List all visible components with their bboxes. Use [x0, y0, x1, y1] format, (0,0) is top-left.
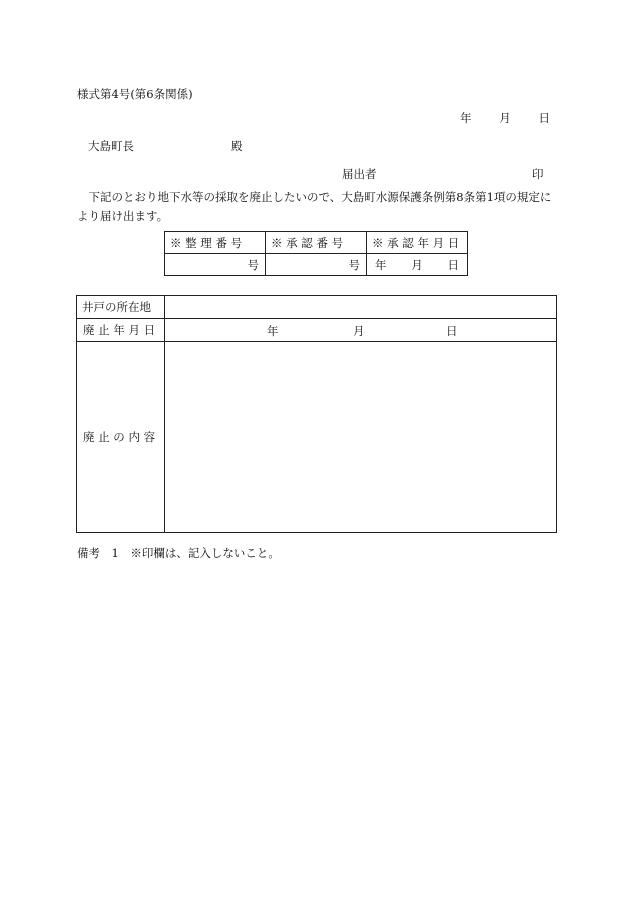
approval-header-cell [367, 232, 468, 254]
abolish-date-field[interactable] [165, 319, 557, 342]
month-label: 月 [353, 324, 365, 338]
content-label: 廃 止 の 内 容 [83, 430, 156, 444]
date-month-label: 月 [499, 111, 511, 125]
abolish-date-label-cell [77, 319, 165, 342]
year-label: 年 [375, 257, 387, 272]
location-label: 井戸の所在地 [82, 300, 151, 314]
approval-date-field[interactable] [367, 254, 468, 276]
number-suffix: 号 [348, 257, 360, 272]
number-suffix: 号 [247, 257, 259, 272]
approval-number-field[interactable] [266, 254, 367, 276]
remarks: 備考 1 ※印欄は、記入しないこと。 [77, 546, 280, 560]
content-label-cell [77, 342, 165, 533]
file-number-header: ※ 整 理 番 号 [170, 235, 243, 250]
approval-header-row [165, 232, 468, 254]
location-field[interactable] [165, 296, 557, 319]
date-year-label: 年 [460, 111, 472, 125]
honorific: 殿 [231, 139, 243, 153]
day-label: 日 [446, 324, 458, 338]
day-label: 日 [447, 257, 459, 272]
approval-header-cell [165, 232, 266, 254]
approval-number-header: ※ 承 認 番 号 [271, 235, 344, 250]
location-row [77, 296, 557, 319]
approval-header-cell [266, 232, 367, 254]
location-label-cell [77, 296, 165, 319]
file-number-field[interactable] [165, 254, 266, 276]
abolish-date-label: 廃 止 年 月 日 [83, 323, 156, 337]
approval-value-row [165, 254, 468, 276]
year-label: 年 [267, 324, 279, 338]
content-row [77, 342, 557, 533]
applicant-label: 届出者 [342, 167, 377, 181]
approval-table [164, 231, 468, 276]
approval-date-header: ※ 承 認 年 月 日 [372, 235, 460, 250]
submission-date [460, 110, 550, 126]
body-text: 下記のとおり地下水等の採取を廃止したいので、大島町水源保護条例第8条第1項の規定により届け出ます。 [77, 190, 552, 223]
form-number: 様式第4号(第6条関係) [77, 87, 193, 101]
main-table [76, 295, 557, 533]
date-day-label: 日 [538, 111, 550, 125]
seal-mark: 印 [532, 167, 544, 181]
content-field[interactable] [165, 342, 557, 533]
addressee: 大島町長 [88, 139, 134, 153]
abolish-date-row [77, 319, 557, 342]
month-label: 月 [411, 257, 423, 272]
